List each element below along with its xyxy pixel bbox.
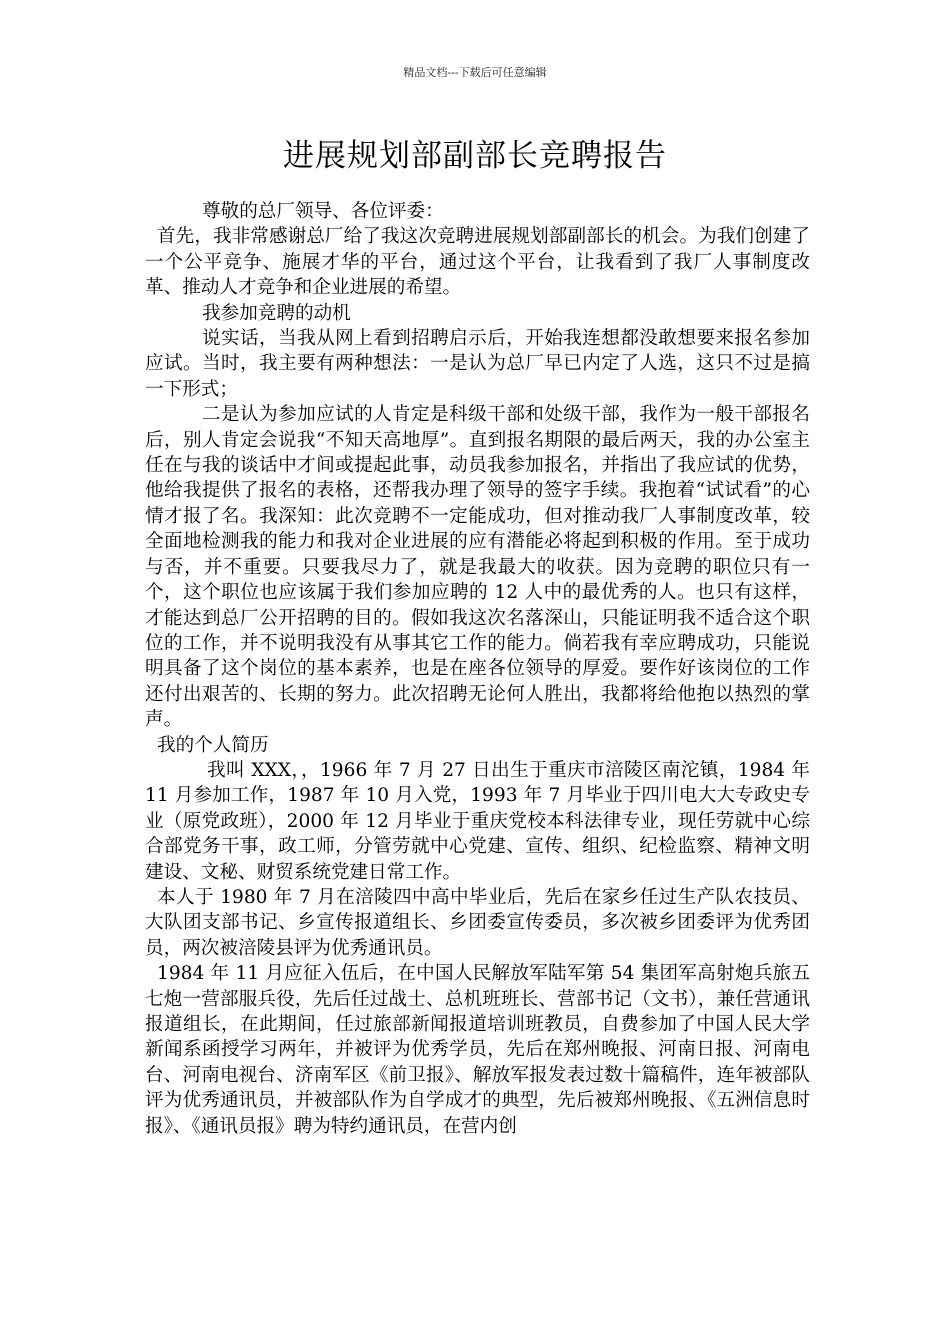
paragraph-resume-2: 本人于 1980 年 7 月在涪陵四中高中毕业后，先后在家乡任过生产队农技员、大队团支部书记、乡宣传报道组长、乡团委宣传委员，多次被乡团委评为优秀团员，两次被涪陵县评为优秀通讯员。 xyxy=(145,886,810,959)
paragraph-resume-1: 我叫 XXX，，1966 年 7 月 27 日出生于重庆市涪陵区南沱镇，1984 年 11 月参加工作，1987 年 10 月入党，1993 年 7 月毕业于四川电大大专政史专业（原党政班），2000 年 12 月毕业于重庆党校本科法律专业，现任劳就中心综合部党务干事，政工师，分管劳就中心党建、宣传、组织、纪检监察、精神文明建设、文秘、财贸系统党建日常工作。 xyxy=(145,759,810,883)
document-body xyxy=(145,199,810,1139)
header-note: 精品文档---下载后可任意编辑 xyxy=(403,66,547,79)
section-heading-motivation: 我参加竞聘的动机 xyxy=(202,302,351,324)
paragraph-resume-3: 1984 年 11 月应征入伍后，在中国人民解放军陆军第 54 集团军高射炮兵旅五七炮一营部服兵役，先后任过战士、总机班班长、营部书记（文书），兼任营通讯报道组长，在此期间，任过旅部新闻报道培训班教员，自费参加了中国人民大学新闻系函授学习两年，并被评为优秀学员，先后在郑州晚报、河南日报、河南电台、河南电视台、济南军区《前卫报》、解放军报发表过数十篇稿件，连年被部队评为优秀通讯员，并被部队作为自学成才的典型，先后被郑州晚报、《五洲信息时报》、《通讯员报》聘为特约通讯员，在营内创 xyxy=(145,963,810,1137)
paragraph-intro: 首先，我非常感谢总厂给了我这次竞聘进展规划部副部长的机会。为我们创建了一个公平竞争、施展才华的平台，通过这个平台，让我看到了我厂人事制度改革、推动人才竞争和企业进展的希望。 xyxy=(145,226,810,299)
paragraph-motivation-2: 二是认为参加应试的人肯定是科级干部和处级干部，我作为一般干部报名后，别人肯定会说我“不知天高地厚”。直到报名期限的最后两天，我的办公室主任在与我的谈话中才间或提起此事，动员我参加报名，并指出了我应试的优势，他给我提供了报名的表格，还帮我办理了领导的签字手续。我抱着“试试看”的心情才报了名。我深知：此次竞聘不一定能成功，但对推动我厂人事制度改革，较全面地检测我的能力和我对企业进展的应有潜能必将起到积极的作用。至于成功与否，并不重要。只要我尽力了，就是我最大的收获。因为竞聘的职位只有一个，这个职位也应该属于我们参加应聘的 12 人中的最优秀的人。也只有这样，才能达到总厂公开招聘的目的。假如我这次名落深山，只能证明我不适合这个职位的工作，并不说明我没有从事其它工作的能力。倘若我有幸应聘成功，只能说明具备了这个岗位的基本素养，也是在座各位领导的厚爱。要作好该岗位的工作还付出艰苦的、长期的努力。此次招聘无论何人胜出，我都将给他抱以热烈的掌声。 xyxy=(145,404,810,731)
paragraph-motivation-1: 说实话，当我从网上看到招聘启示后，开始我连想都没敢想要来报名参加应试。当时，我主要有两种想法：一是认为总厂早已内定了人选，这只不过是搞一下形式； xyxy=(145,328,810,400)
section-heading-resume: 我的个人简历 xyxy=(157,734,269,756)
document-title: 进展规划部副部长竞聘报告 xyxy=(283,138,667,174)
salutation: 尊敬的总厂领导、各位评委： xyxy=(202,201,444,222)
